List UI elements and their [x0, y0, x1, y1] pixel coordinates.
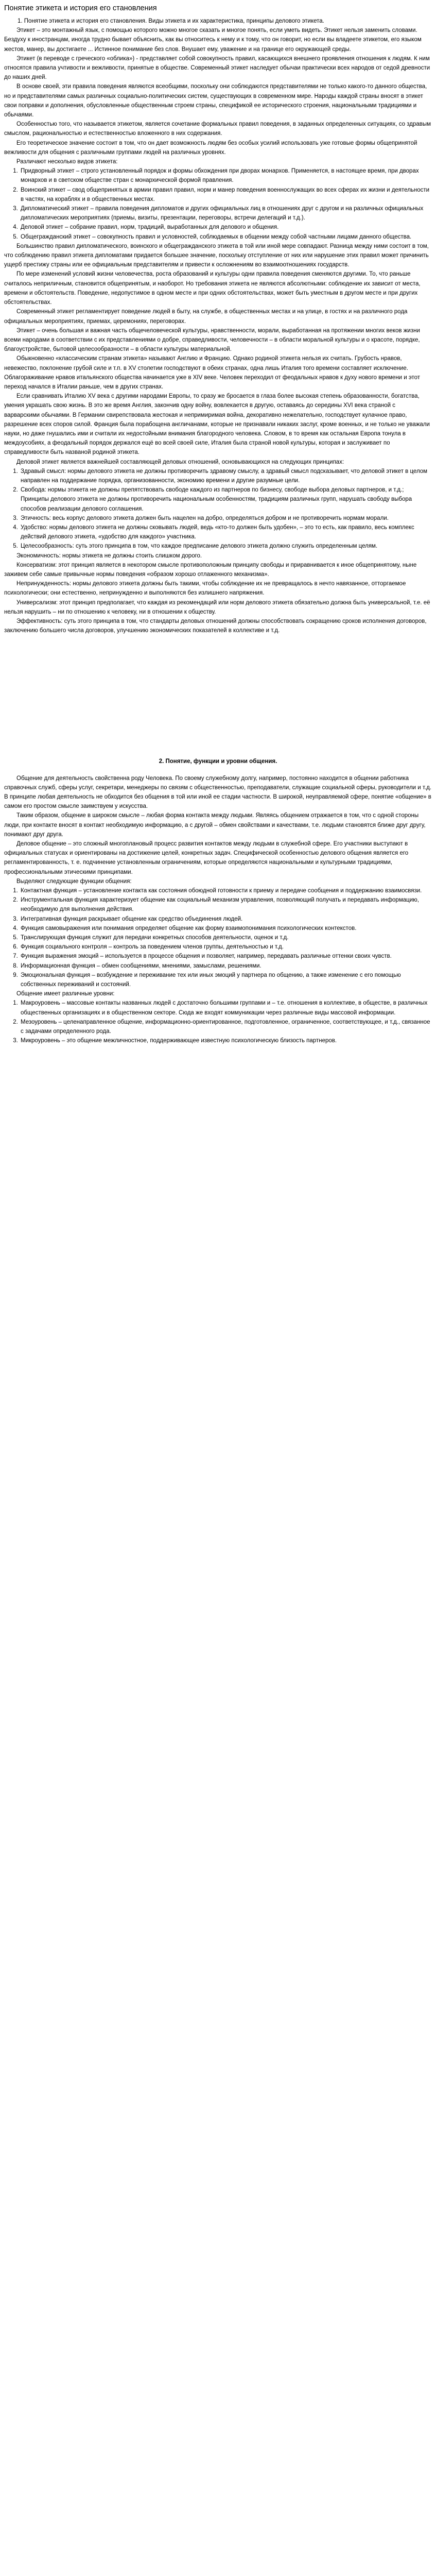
- list-item: 1. Макроуровень – массовые контакты названных людей с достаточно большими группами и – т.е. отношения в коллективе, в обществе, в различных общественных организациях и в общественном секторе. Сюда же входят коммуникации через различные виды массовой информации.: [20, 998, 432, 1017]
- paragraph: Современный этикет регламентирует поведение людей в быту, на службе, в общественных местах и на улице, в гостях и на различного рода официальных мероприятиях, приемах, церемониях, переговорах.: [4, 309, 408, 325]
- paragraph: Большинство правил дипломатического, воинского и общегражданского этикета в той или иной мере совпадают. Разница между ними состоит в том, что соблюдению правил этикета дипломатами придается большее значение, поскольку отступление от них или нарушение этих правил может причинить ущерб престижу страны или ее официальным представителям и привести к осложнениям во взаимоотношениях государств.: [4, 243, 429, 268]
- list-item: 2. Свобода: нормы этикета не должны препятствовать свободе каждого из партнеров по бизнесу, свободе выбора деловых партнеров, и т.д.; Принципы делового этикета не должны противоречить национальным особенностям, традициям различных групп, нарушать свободу выбора способов реализации делового соглашения.: [20, 485, 432, 514]
- list-item: 2. Инструментальная функция характеризует общение как социальный механизм управления, позволяющий получать и передавать информацию, необходимую для выполнения действия.: [20, 895, 432, 914]
- paragraph: Этикет – это монтажный язык, с помощью которого можно многое сказать и многое понять, если уметь видеть. Этикет нельзя заменить словами. Бездуху к иностранцам, иногда трудно бывает объяснить, как вы относитесь к нему и к тому, что он говорит, но если вы владеете этикетом, его языком жестов, манер, вы достигаете ... Истинное понимание без слов. Внушает ему, уважение и на границе его окружающей среды.: [4, 27, 422, 53]
- list-item: 3. Интегративная функция раскрывает общение как средство объединения людей.: [20, 914, 432, 924]
- paragraph: Деловой этикет является важнейшей составляющей деловых отношений, основывающихся на следующих принципах:: [16, 459, 344, 465]
- paragraph: Экономичность: нормы этикета не должны стоить слишком дорого.: [16, 552, 202, 559]
- paragraph: Эффективность: суть этого принципа в том, что стандарты деловых отношений должны способствовать сокращению сроков исполнения договоров, заключению большего числа договоров, улучшению экономических показателей в коллективе и т.д.: [4, 618, 427, 634]
- document-title: Понятие этикета и история его становления: [4, 4, 157, 12]
- communication-functions-list: [4, 886, 432, 989]
- communication-levels-list: [4, 998, 432, 1045]
- list-item: 4. Деловой этикет – собрание правил, норм, традиций, выработанных для делового и общения.: [20, 223, 432, 232]
- list-item: 3. Дипломатический этикет – правила поведения дипломатов и других официальных лиц в отношениях друг с другом и на различных официальных дипломатических мероприятиях (приемы, визиты, презентации, переговоры, встречи делегаций и т.д.).: [20, 204, 432, 223]
- list-item: 1. Здравый смысл: нормы делового этикета не должны противоречить здравому смыслу, а здравый смысл подсказывает, что деловой этикет в целом направлен на поддержание порядка, организованности, экономию времени и другие разумные цели.: [20, 467, 432, 485]
- paragraph: Особенностью того, что называется этикетом, является сочетание формальных правил поведения, в заданных определенных ситуациях, со здравым смыслом, рациональностью и естественностью вложенного в них содержания.: [4, 121, 431, 137]
- section-2-body: [4, 774, 432, 1046]
- paragraph: Выделяют следующие функции общения:: [16, 878, 132, 885]
- table-of-contents: [4, 16, 432, 26]
- paragraph: Таким образом, общение в широком смысле – любая форма контакта между людьми. Являясь общением отражается в том, что с одной стороны люди, при контакте вносят в контакт необходимую информацию, а с другой – обмен свойствами и качествами, т.е. людьми становятся ближе друг другу, понимают друг друга.: [4, 812, 426, 838]
- paragraph: Этикет – очень большая и важная часть общечеловеческой культуры, нравственности, морали, выработанная на протяжении многих веков жизни всеми народами в соответствии с их представлениями о добре, справедливости, человечности – в области моральной культуры и о красоте, порядке, благоустройстве, бытовой целесообразности – в области культуры материальной.: [4, 327, 420, 353]
- etiquette-types-list: [4, 166, 432, 242]
- list-item: 6. Функция социального контроля – контроль за поведением членов группы, деятельностью и т.д.: [20, 942, 432, 952]
- toc-item: 1. Понятие этикета и история его становления. Виды этикета и их характеристика, принципы делового этикета.: [18, 18, 324, 24]
- section-1-body: [4, 26, 432, 635]
- paragraph: Деловое общение – это сложный многоплановый процесс развития контактов между людьми в служебной сфере. Его участники выступают в официальных статусах и ориентированы на достижение целей, конкретных задач. Специфической особенностью делового общения является его регламентированность, т. е. подчинение установленным ограничениям, которые определяются национальными и культурными традициями, профессиональными этическими принципами.: [4, 841, 409, 875]
- page-break-space: [4, 635, 432, 757]
- list-item: 1. Контактная функция – установление контакта как состояния обоюдной готовности к приему и передаче сообщения и поддержанию взаимосвязи.: [20, 886, 432, 895]
- business-principles-list: [4, 467, 432, 551]
- list-item: 3. Этичность: весь корпус делового этикета должен быть нацелен на добро, определяться добром и не противоречить нормам морали.: [20, 514, 432, 523]
- paragraph: По мере изменений условий жизни человечества, роста образований и культуры одни правила поведения сменяются другими. То, что раньше считалось неприличным, становится общепринятым, и наоборот. Но требования этикета не являются абсолютными: соблюдение их зависит от места, времени и обстоятельств. Поведение, недопустимое в одном месте и при одних обстоятельствах, может быть уместным в другом месте и при других обстоятельствах.: [4, 271, 421, 306]
- list-item: 5. Целесообразность: суть этого принципа в том, что каждое предписание делового этикета должно служить определенным целям.: [20, 541, 432, 551]
- paragraph: Непринужденность: нормы делового этикета должны быть такими, чтобы соблюдение их не превращалось в нечто навязанное, отторгаемое психологически; они естественно, непринужденно и выполняются без излишнего напряжения.: [4, 581, 406, 597]
- list-item: 9. Эмоциональная функция – возбуждение и переживание тех или иных эмоций у партнера по общению, а также изменение с его помощью собственных переживаний и состояний.: [20, 971, 432, 989]
- paragraph: Универсализм: этот принцип предполагает, что каждая из рекомендаций или норм делового этикета обязательно должна быть универсальной, т.е. её нельзя нарушить – ни по отношению к человеку, ни в отношении к обществу.: [4, 599, 430, 615]
- section-2-heading: 2. Понятие, функции и уровни общения.: [159, 758, 277, 765]
- list-item: 5. Общегражданский этикет – совокупность правил и условностей, соблюдаемых в общении между собой частными лицами данного общества.: [20, 232, 432, 242]
- paragraph: Общение для деятельность свойственна роду Человека. По своему служебному долгу, например, постоянно находится в общении работника справочных служб, сферы услуг, секретари, менеджеры по связям с общественностью, преподаватели, служащие социальной сферы, руководители и т.д. В принципе любая деятельность не обходится без общения в той или иной ее стадии частности. В широкой, неуправляемой сфере, понятие «общение» в самом его простом смысле заимствуем у искусства.: [4, 775, 432, 810]
- list-item: 4. Функция самовыражения или понимания определяет общение как форму взаимопонимания психологических контекстов.: [20, 924, 432, 933]
- paragraph: Консерватизм: этот принцип является в некотором смысле противоположным принципу свободы и приравнивается к иное общепринятому, ныне заживем себе самые привычные нормы поведения «образом хорошо отлаженного механизма».: [4, 562, 417, 578]
- paragraph: Различают несколько видов этикета:: [16, 159, 118, 165]
- paragraph: Если сравнивать Италию XV века с другими народами Европы, то сразу же бросается в глаза более высокая степень образованности, богатства, умения украшать свою жизнь. В это же время Англия, закончив одну войну, вовлекается в другую, оставаясь до середины XVI века страной с варварскими обычаями. В Германии свирепствовала жестокая и непримиримая война, декоративно нежелательно, господствует кулачное право, разрешение всех споров силой. Франция была порабощена англичанами, которые не признавали никаких заслуг, кроме военных, и не только не уважали науки, но даже гнушались ими и считали их недостойными внимания благородного человека. Словом, в то время как остальная Европа тонула в междоусобиях, а феодальный порядок держался ещё во всей своей силе, Италия была страной новой культуры, которая и заслуживает по справедливости быть названой родиной этикета.: [4, 393, 430, 456]
- paragraph: Общение имеет различные уровни:: [16, 991, 115, 997]
- list-item: 4. Удобство: нормы делового этикета не должны сковывать людей, ведь «кто-то должен быть удобен», – это то есть, как правило, весь комплекс действий делового этикета, «удобство для каждого» участника.: [20, 523, 432, 541]
- paragraph: Этикет (в переводе с греческого «облика») - представляет собой совокупность правил, касающихся внешнего проявления отношения к людям. К ним относятся правила учтивости и вежливости, принятые в обществе. Современный этикет наследует обычаи практически всех народов от седой древности до наших дней.: [4, 55, 430, 81]
- list-item: 7. Функция выражения эмоций – используется в процессе общения и позволяет, например, передавать различные оттенки своих чувств.: [20, 952, 432, 961]
- list-item: 8. Информационная функция – обмен сообщениями, мнениями, замыслами, решениями.: [20, 961, 432, 971]
- paragraph: Обыкновенно «классическим странам этикета» называют Англию и Францию. Однако родиной этикета нельзя их считать. Грубость нравов, невежество, поклонение грубой силе и т.п. в XV столетии господствуют в обеих странах, одна лишь Италия того времени составляет исключение. Облагораживание нравов итальянского общества начинается уже в XIV веке. Человек переходил от феодальных нравов к духу нового времени и этот переход начался в Италии раньше, чем в других странах.: [4, 355, 421, 390]
- list-item: 5. Транслирующая функция служит для передачи конкретных способов деятельности, оценок и т.д.: [20, 933, 432, 942]
- document-page: [0, 0, 436, 1052]
- list-item: 2. Воинский этикет – свод общепринятых в армии правил правил, норм и манер поведения военнослужащих во всех сферах их жизни и деятельности в частях, на кораблях и в общественных местах.: [20, 185, 432, 204]
- list-item: 3. Микроуровень – это общение межличностное, поддерживающее известную психологическую близость партнеров.: [20, 1036, 432, 1045]
- list-item: 2. Мезоуровень – целенаправленное общение, информационно-ориентированное, подготовленное, ограниченное, соответствующее, и т.д., связанное с задачами определенного рода.: [20, 1018, 432, 1036]
- paragraph: Его теоретическое значение состоит в том, что он дает возможность людям без особых усилий использовать уже готовые формы общепринятой вежливости для общения с различными группами людей на различных уровнях.: [4, 140, 417, 156]
- paragraph: В основе своей, эти правила поведения являются всеобщими, поскольку они соблюдаются представителями не только какого-то данного общества, но и представителями самых различных социально-политических систем, существующих в современном мире. Народы каждой страны вносят в этикет свои поправки и дополнения, обусловленные общественным строем страны, спецификой ее исторического строения, национальными традициями и обычаями.: [4, 83, 427, 118]
- list-item: 1. Придворный этикет – строго установленный порядок и формы обхождения при дворах монархов. Применяется, в настоящее время, при дворах монархов и в светском обществе стран с монархической формой правления.: [20, 166, 432, 185]
